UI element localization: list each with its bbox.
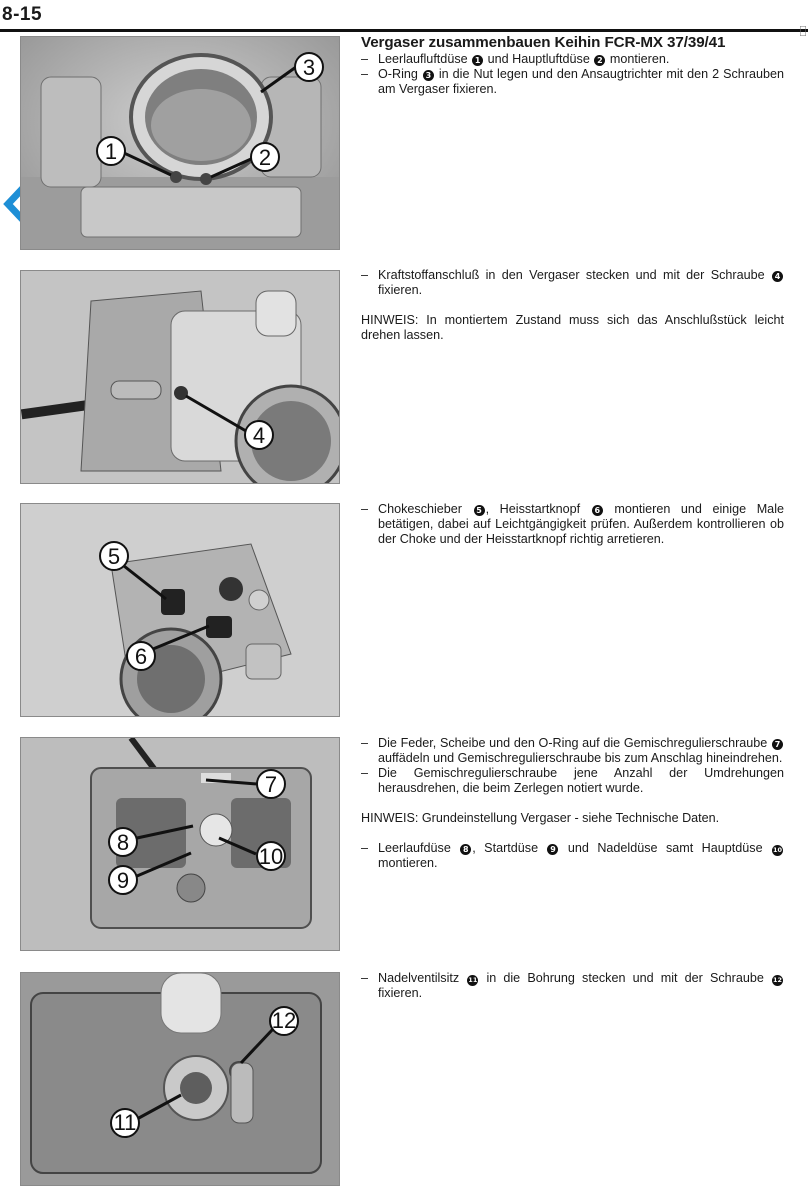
corner-mark xyxy=(800,26,806,36)
step-item: – Die Gemischregulierschraube jene Anzahl der Umdrehungen herausdrehen, die beim Zerlegen notiert wurde. xyxy=(361,766,784,795)
page-number: 8-15 xyxy=(2,4,43,25)
item-badge: 10 xyxy=(772,846,783,854)
svg-text:9: 9 xyxy=(116,868,130,893)
section-title: Vergaser zusammenbauen Keihin FCR-MX 37/39/41 xyxy=(361,34,726,51)
carburetor-intake-photo xyxy=(20,36,340,250)
note-text: HINWEIS: Grundeinstellung Vergaser - siehe Technische Daten. xyxy=(361,811,720,825)
header-rule xyxy=(0,29,808,32)
item-badge: 6 xyxy=(592,505,603,516)
item-badge: 9 xyxy=(547,844,558,855)
callout-12 xyxy=(241,1007,298,1063)
choke-photo xyxy=(20,503,340,717)
callout-8 xyxy=(109,826,193,856)
step-item: – Leerlaufdüse 8 , Startdüse 9 und Nadeldüse samt Hauptdüse 10 montieren. xyxy=(361,841,783,870)
item-badge: 3 xyxy=(423,70,434,81)
callout-1 xyxy=(97,137,171,175)
svg-text:12: 12 xyxy=(271,1008,297,1033)
callout-2 xyxy=(211,143,279,177)
svg-text:8: 8 xyxy=(116,830,130,855)
note-text: HINWEIS: In montiertem Zustand muss sich das Anschlußstück leicht drehen lassen. xyxy=(361,313,784,342)
svg-text:1: 1 xyxy=(104,139,118,164)
svg-text:3: 3 xyxy=(302,55,316,80)
callout-10 xyxy=(219,838,285,870)
item-badge: 12 xyxy=(772,976,783,984)
callout-9 xyxy=(109,853,191,894)
callout-11 xyxy=(111,1095,181,1137)
float-bowl-jets-photo xyxy=(20,737,340,951)
callout-6 xyxy=(127,626,209,670)
section-5-text xyxy=(361,971,784,1001)
section-3-text xyxy=(361,502,784,547)
item-badge: 1 xyxy=(472,55,483,66)
svg-text:2: 2 xyxy=(258,145,272,170)
section-2-text xyxy=(361,268,784,343)
item-badge: 8 xyxy=(460,844,471,855)
callout-5 xyxy=(100,542,166,599)
svg-text:4: 4 xyxy=(252,423,266,448)
step-item: – Die Feder, Scheibe und den O-Ring auf die Gemischregulierschraube 7 auffädeln und Gemischregulierschraube bis zum Anschlag hineindrehen. xyxy=(361,736,783,765)
section-1-text xyxy=(361,34,784,97)
svg-text:6: 6 xyxy=(134,644,148,669)
step-item: – Chokeschieber 5 , Heisstartknopf 6 montieren und einige Male betätigen, dabei auf Leichtgängigkeit prüfen. Außerdem kontrollieren ob der Choke und der Heisstartknopf richtig arretieren. xyxy=(361,502,784,546)
needle-valve-seat-photo xyxy=(20,972,340,1186)
item-badge: 2 xyxy=(594,55,605,66)
callout-3 xyxy=(261,53,323,92)
callout-7 xyxy=(206,770,285,798)
step-item: – O-Ring 3 in die Nut legen und den Ansaugtrichter mit den 2 Schrauben am Vergaser fixieren. xyxy=(361,67,785,96)
svg-text:10: 10 xyxy=(258,844,284,869)
svg-text:5: 5 xyxy=(107,544,121,569)
item-badge: 5 xyxy=(474,505,485,516)
step-item: – Kraftstoffanschluß in den Vergaser stecken und mit der Schraube 4 fixieren. xyxy=(361,268,784,298)
fuel-connector-photo xyxy=(20,270,340,484)
step-item: – Nadelventilsitz 11 in die Bohrung stecken und mit der Schraube 12 fixieren. xyxy=(361,971,783,1000)
svg-text:11: 11 xyxy=(113,1110,137,1135)
item-badge: 7 xyxy=(772,739,783,750)
step-item: – Leerlaufluftdüse 1 und Hauptluftdüse 2 montieren. xyxy=(361,52,670,66)
svg-text:7: 7 xyxy=(264,772,278,797)
section-4-text xyxy=(361,736,784,871)
item-badge: 4 xyxy=(772,271,783,282)
callout-4 xyxy=(186,396,273,449)
item-badge: 11 xyxy=(468,976,478,984)
